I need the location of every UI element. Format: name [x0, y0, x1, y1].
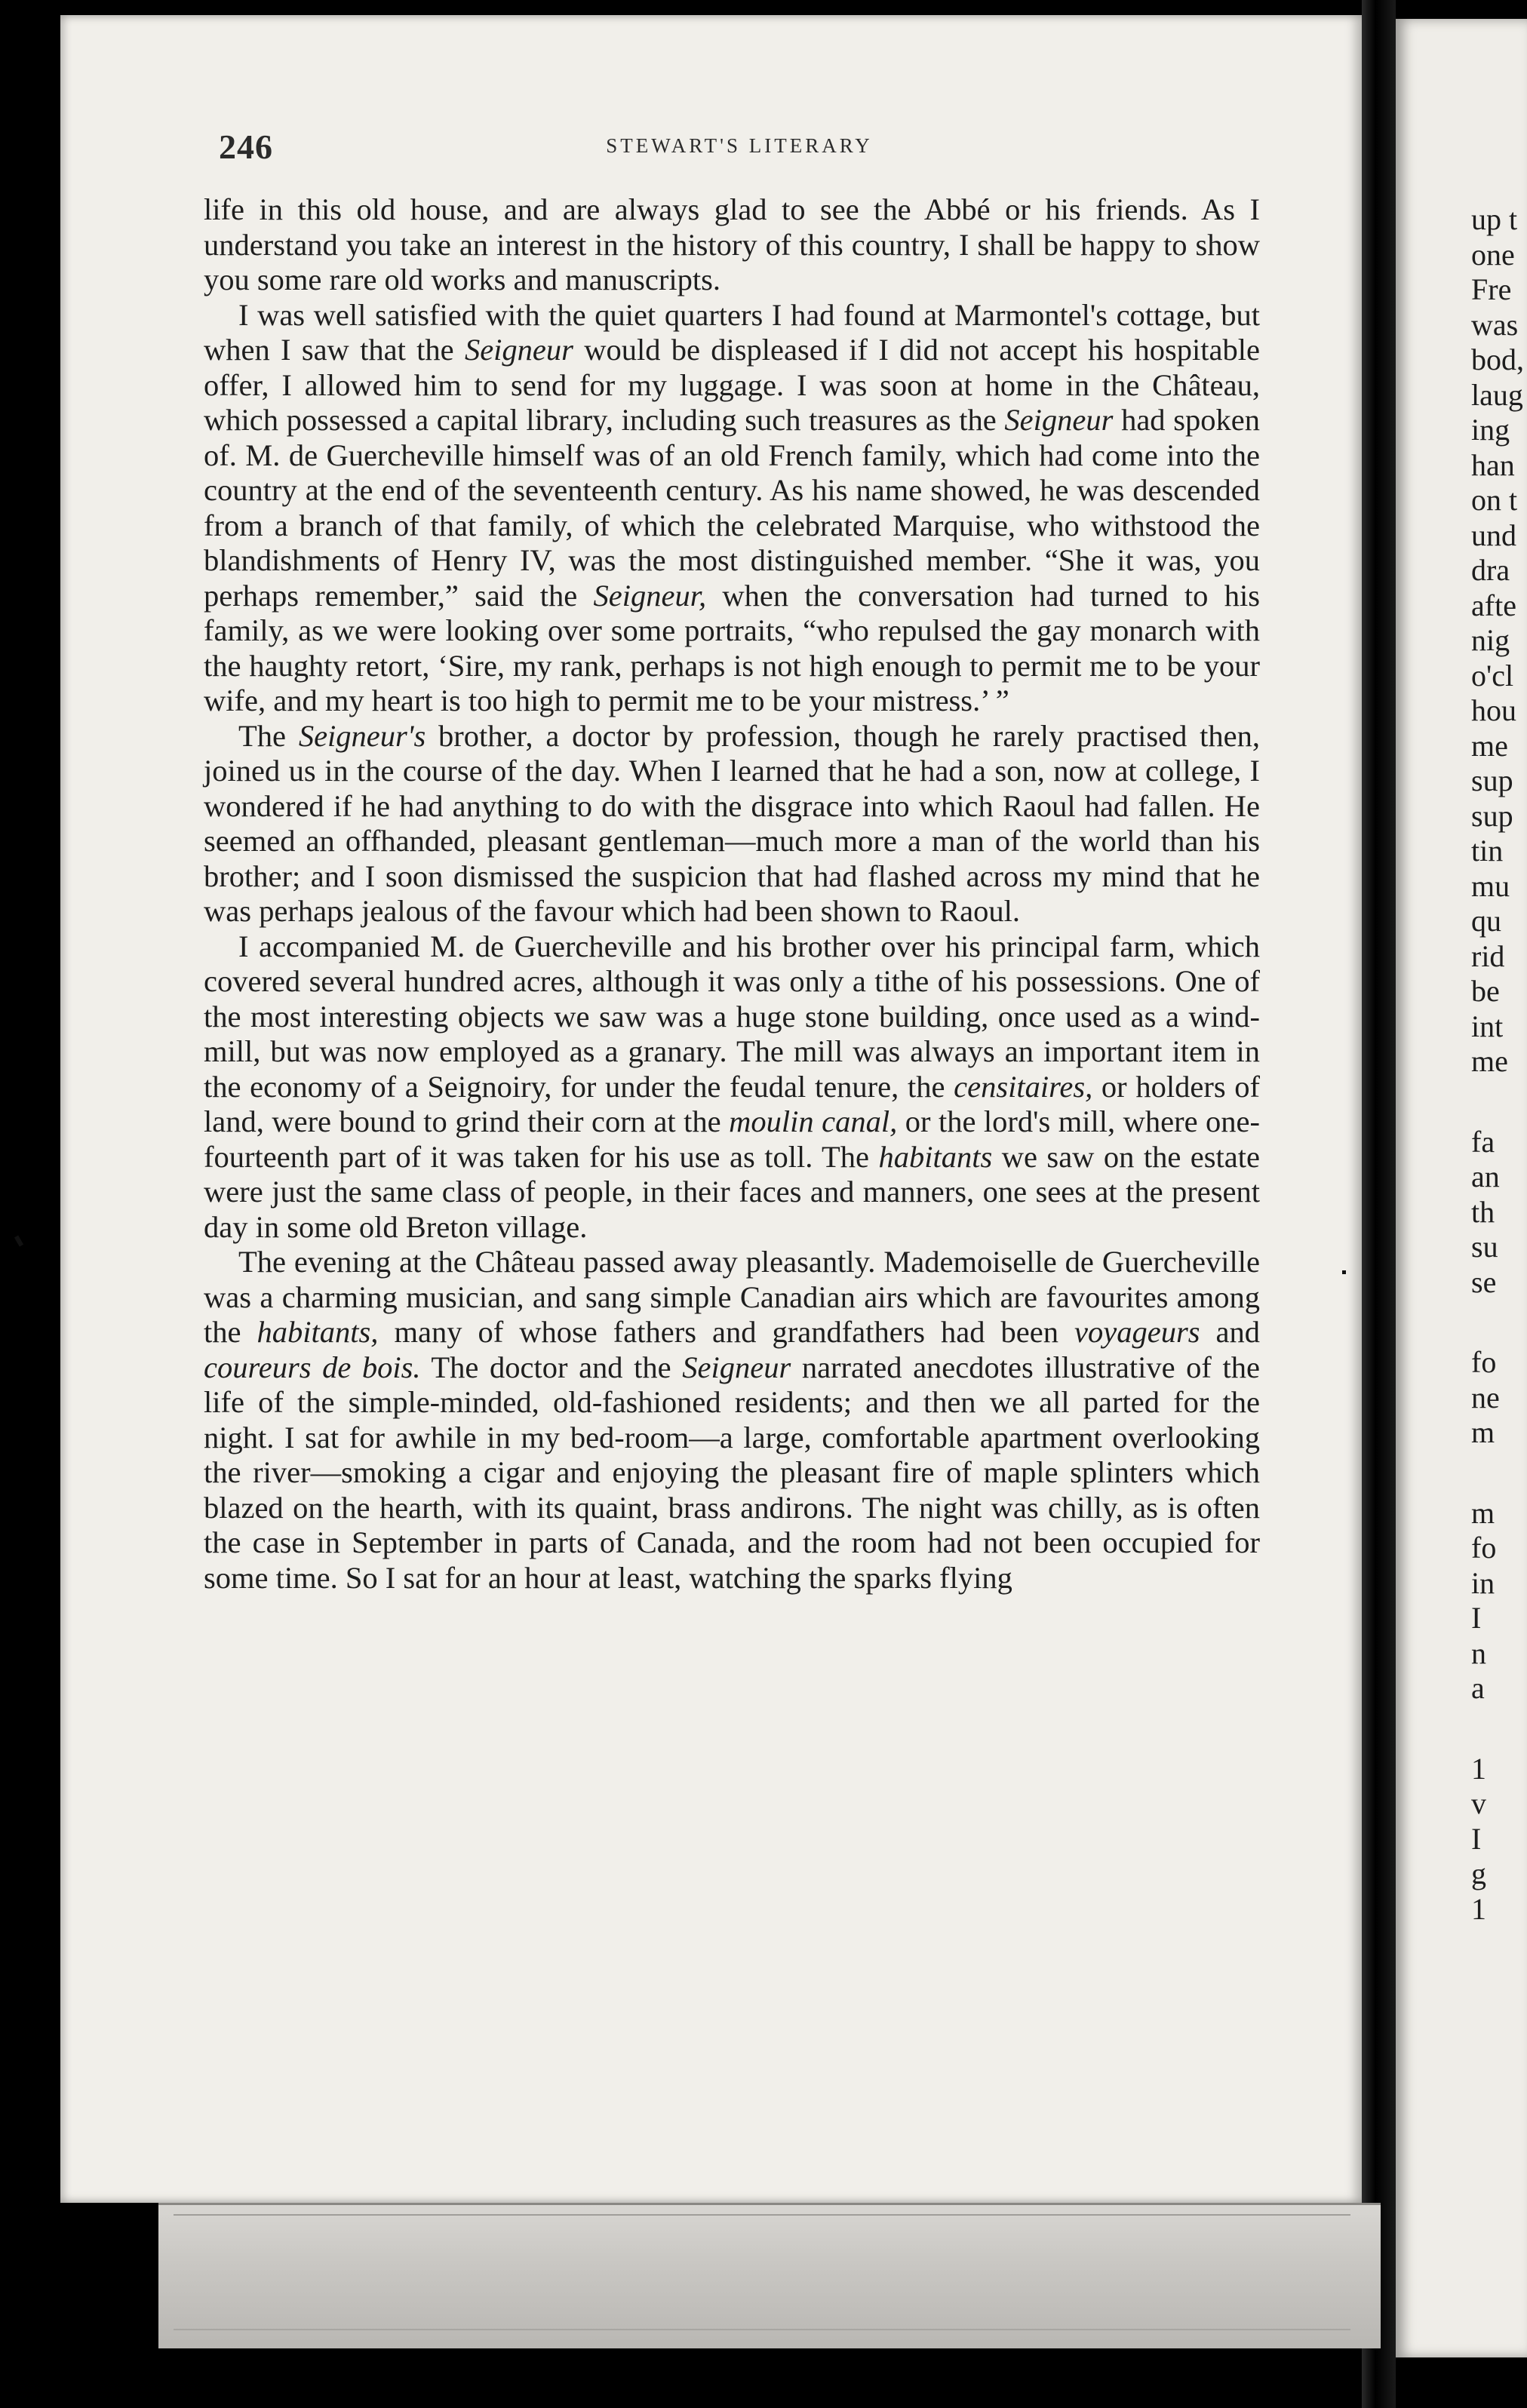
italic-text: Seigneur	[1004, 403, 1114, 437]
italic-text: voyageurs	[1074, 1315, 1200, 1349]
facing-line-fragment: m	[1471, 1495, 1495, 1530]
facing-line-fragment: I	[1471, 1601, 1482, 1635]
facing-line-fragment: afte	[1471, 588, 1516, 622]
italic-text: Seigneur	[682, 1350, 791, 1384]
facing-line-fragment: was	[1471, 307, 1519, 342]
italic-text: habitants,	[257, 1315, 379, 1349]
text-run: would be displeased if I did not accept his hospitable offer, I allowed him to send for my luggage. I was soon at home in the Château, which possessed a capital library, including such treasures as the	[204, 333, 1260, 437]
book-spine-gutter	[1362, 0, 1396, 2408]
paragraph	[204, 192, 1260, 298]
facing-line-fragment: tin	[1471, 834, 1504, 868]
text-run: The	[238, 718, 299, 753]
facing-line-fragment: han	[1471, 447, 1515, 482]
facing-line-fragment: g	[1471, 1857, 1486, 1890]
facing-line-fragment: su	[1471, 1230, 1498, 1264]
facing-line-fragment: se	[1471, 1264, 1497, 1299]
text-run: brother, a doctor by profession, though he rarely practised then, joined us in the course of the day. When I learned that he had a son, now at college, I wondered if he had anything to do with the disgrace into which Raoul had fallen. He seemed an offhanded, pleasant gentleman—much more a man of the world than his brother; and I soon dismissed the suspicion that had flashed across my mind that he was perhaps jealous of the favour which had been shown to Raoul.	[204, 718, 1261, 928]
text-run: I accompanied M. de Guercheville and his brother over his principal farm, which covered several hundred acres, although it was only a tithe of his possessions. One of the most interesting objects we saw was a huge stone building, once used as a wind-mill, but was now employed as a granary. The mill was always an important item in the economy of a Seignoiry, for under the feudal tenure, the	[204, 929, 1260, 1104]
facing-line-fragment: fa	[1471, 1124, 1495, 1159]
facing-line-fragment: hou	[1471, 693, 1516, 727]
facing-line-fragment: I	[1471, 1821, 1482, 1856]
facing-line-fragment	[1471, 1080, 1527, 1125]
text-run: narrated anecdotes illustrative of the life of the simple-minded, old-fashioned residents; and then we all parted for the night. I sat for awhile in my bed-room—a large, comfortable apartment overlooking the river—smoking a cigar and enjoying the pleasant fire of maple splinters which blazed on the hearth, with its quaint, brass andirons. The night was chilly, as is often the case in September in parts of Canada, and the room had not been occupied for some time. So I sat for an hour at least, watching the sparks flying	[204, 1350, 1260, 1595]
running-head	[219, 127, 1260, 180]
facing-line-fragment: o'cl	[1471, 658, 1514, 693]
facing-line-fragment: th	[1471, 1194, 1495, 1229]
margin-speck	[14, 1235, 23, 1246]
facing-line-fragment: me	[1471, 728, 1508, 763]
facing-line-fragment	[1471, 1706, 1527, 1752]
text-run: when the conversation had turned to his family, as we were looking over some portraits, “who repulsed the gay monarch with the haughty retort, ‘Sire, my rank, perhaps is not high enough to permit me to be your wife, and my heart is too high to permit me to be your mistress.’ ”	[204, 578, 1260, 717]
facing-line-fragment: an	[1471, 1159, 1500, 1193]
italic-text: censitaires,	[954, 1069, 1093, 1104]
margin-dot	[1342, 1270, 1346, 1274]
paragraph	[204, 719, 1260, 929]
facing-line-fragment: be	[1471, 974, 1500, 1008]
facing-line-fragment: sup	[1471, 798, 1513, 833]
facing-line-fragment: a	[1471, 1671, 1485, 1705]
italic-text: Seigneur's	[298, 718, 426, 753]
running-head-title: STEWART'S LITERARY	[606, 134, 873, 157]
facing-line-fragment: dra	[1471, 553, 1510, 587]
text-run: The evening at the Château passed away pleasantly. Mademoiselle de Guercheville was a charming musician, and sang simple Canadian airs which are favourites among the	[204, 1245, 1260, 1349]
text-run: or holders of land, were bound to grind their corn at the	[204, 1069, 1261, 1138]
italic-text: coureurs de bois.	[204, 1350, 421, 1384]
facing-line-fragment	[1471, 1451, 1527, 1496]
facing-line-fragment: one	[1471, 237, 1515, 272]
text-run: many of whose fathers and grandfathers had been	[378, 1315, 1075, 1349]
facing-line-fragment: in	[1471, 1565, 1495, 1600]
italic-text: Seigneur	[464, 333, 573, 367]
text-run: and	[1200, 1315, 1260, 1349]
facing-line-fragment: ing	[1471, 413, 1510, 447]
facing-line-fragment: fo	[1471, 1531, 1497, 1565]
italic-text: habitants	[878, 1139, 993, 1174]
facing-line-fragment: int	[1471, 1009, 1504, 1043]
italic-text: Seigneur,	[593, 578, 707, 613]
facing-line-fragment: bod,	[1471, 342, 1524, 376]
facing-line-fragment: nig	[1471, 623, 1510, 657]
facing-line-fragment: 1	[1471, 1751, 1486, 1786]
facing-line-fragment: v	[1471, 1786, 1486, 1820]
facing-line-fragment: n	[1471, 1636, 1486, 1670]
text-run: had spoken of. M. de Guercheville himself was of an old French family, which had come into the country at the end of the seventeenth century. As his name showed, he was descended from a branch of that family, of which the celebrated Marquise, who withstood the blandishments of Henry IV, was the most distinguished member. “She it was, you perhaps remember,” said the	[204, 403, 1260, 613]
facing-line-fragment: on t	[1471, 483, 1518, 517]
paragraph	[204, 929, 1260, 1245]
facing-line-fragment: Fre	[1471, 272, 1512, 306]
facing-line-fragment: ne	[1471, 1380, 1500, 1414]
body-text	[204, 192, 1260, 1596]
text-run: we saw on the estate were just the same class of people, in their faces and manners, one sees at the present day in some old Breton village.	[204, 1139, 1260, 1244]
facing-line-fragment: fo	[1471, 1345, 1497, 1379]
facing-line-fragment: 1	[1471, 1891, 1486, 1926]
facing-line-fragment: und	[1471, 518, 1516, 552]
text-run: The doctor and the	[420, 1350, 683, 1384]
facing-line-fragment: mu	[1471, 868, 1510, 903]
facing-line-fragment: qu	[1471, 904, 1501, 938]
facing-line-fragment: up t	[1471, 202, 1518, 236]
text-run: I was well satisfied with the quiet quarters I had found at Marmontel's cottage, but when I saw that the	[204, 297, 1260, 367]
paragraph	[204, 298, 1260, 719]
page-edge-inner-line	[174, 2214, 1350, 2330]
facing-line-fragment: me	[1471, 1044, 1508, 1078]
facing-line-fragment: sup	[1471, 763, 1513, 797]
italic-text: moulin canal,	[729, 1104, 898, 1138]
facing-line-fragment: laug	[1471, 377, 1523, 412]
facing-line-fragment: rid	[1471, 938, 1505, 973]
text-run: life in this old house, and are always glad to see the Abbé or his friends. As I understand you take an interest in the history of this country, I shall be happy to show you some rare old works and manuscripts.	[204, 192, 1260, 296]
facing-line-fragment	[1471, 1300, 1527, 1345]
page-number: 246	[219, 127, 273, 166]
facing-line-fragment: m	[1471, 1415, 1495, 1449]
paragraph	[204, 1245, 1260, 1596]
facing-page-text-fragments	[1471, 202, 1527, 1927]
text-run: or the lord's mill, where one-fourteenth part of it was taken for his use as toll. The	[204, 1104, 1260, 1174]
